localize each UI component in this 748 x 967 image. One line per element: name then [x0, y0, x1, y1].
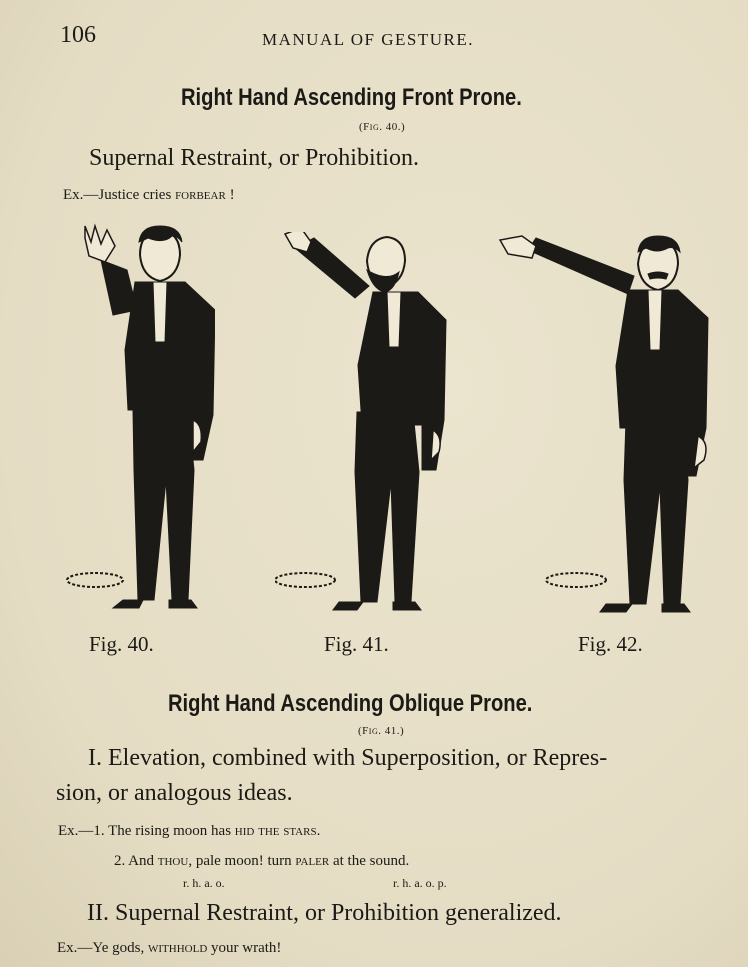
gesture-abbreviation: r. h. a. o. [183, 876, 225, 890]
running-head: MANUAL OF GESTURE. [262, 30, 474, 49]
figure-reference: (Fig. 41.) [358, 725, 405, 737]
gesture-abbreviation: r. h. a. o. p. [393, 876, 447, 890]
figure-41-illustration [275, 232, 455, 617]
example-line: Ex.—Justice cries forbear ! [63, 187, 235, 203]
section-heading-oblique-prone: Right Hand Ascending Oblique Prone. [168, 690, 533, 717]
paragraph-line: I. Elevation, combined with Superposition, or Repres- [88, 745, 608, 771]
example-line: Ex.—Ye gods, withhold your wrath! [57, 940, 282, 956]
lead-line: Supernal Restraint, or Prohibition. [89, 145, 419, 171]
page-number: 106 [60, 22, 96, 48]
figure-caption-40: Fig. 40. [89, 632, 154, 656]
figure-caption-41: Fig. 41. [324, 632, 389, 656]
figure-caption-42: Fig. 42. [578, 632, 643, 656]
section-heading-front-prone: Right Hand Ascending Front Prone. [181, 84, 522, 111]
figure-40-illustration [65, 220, 215, 620]
figure-42-illustration [498, 232, 728, 617]
example-line: Ex.—1. The rising moon has hid the stars. [58, 823, 321, 839]
figure-reference: (Fig. 40.) [359, 121, 406, 133]
paragraph-line: sion, or analogous ideas. [56, 780, 293, 806]
example-line: 2. And thou, pale moon! turn paler at the sound. [114, 853, 410, 869]
paragraph-line: II. Supernal Restraint, or Prohibition generalized. [87, 900, 562, 926]
